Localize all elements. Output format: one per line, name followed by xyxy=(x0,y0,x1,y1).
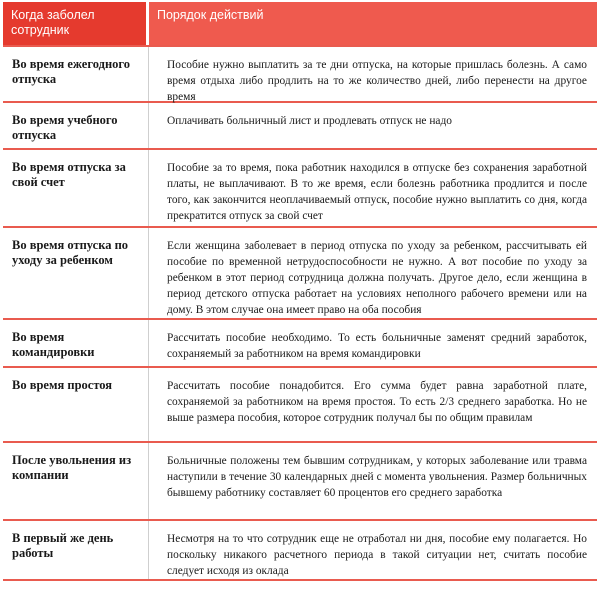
row-situation: Во время отпуска по уходу за ребенком xyxy=(3,228,149,318)
table-row xyxy=(3,45,597,103)
sick-leave-table xyxy=(3,2,597,581)
header-when: Когда заболел сотрудник xyxy=(3,2,149,45)
row-situation: Во время учебного отпуска xyxy=(3,103,149,148)
table-row xyxy=(3,103,597,150)
table-row xyxy=(3,228,597,320)
row-action: Рассчитать пособие понадобится. Его сумма будет равна заработной плате, сохраняемой за работником на время простоя. То есть 2/3 среднего заработка. Но не выше размера пособия, которое сотрудник получал бы по общим правилам xyxy=(167,380,587,424)
row-situation: Во время ежегодного отпуска xyxy=(3,47,149,101)
row-action: Если женщина заболевает в период отпуска по уходу за ребенком, рассчитывать ей пособие по временной нетрудоспособности не нужно. А вот пособие по уходу за ребенком в этот период сотрудница должна получать. Другое дело, если женщина в период детского отпуска работает на условиях неполного рабочего времени или на дому. В этом случае она имеет право на оба пособия xyxy=(167,240,587,316)
table-row xyxy=(3,521,597,581)
table-row xyxy=(3,150,597,228)
row-action: Рассчитать пособие необходимо. То есть больничные заменят средний заработок, сохраняемый за работником на время командировки xyxy=(167,332,587,360)
table-row xyxy=(3,320,597,368)
row-action: Пособие за то время, пока работник находился в отпуске без сохранения заработной платы, не выплачивают. В то же время, если болезнь работника продлится и после того, как закончится неоплачиваемый отпуск, пособие нужно выплатить со дня, когда прекратится отпуск за свой счет xyxy=(167,162,587,222)
table-row xyxy=(3,368,597,443)
table-row xyxy=(3,443,597,521)
row-action: Несмотря на то что сотрудник еще не отработал ни дня, пособие ему полагается. Но поскольку никакого расчетного периода в такой ситуации нет, считать пособие следует исходя из оклада xyxy=(167,533,587,577)
row-situation: Во время командировки xyxy=(3,320,149,366)
row-action: Пособие нужно выплатить за те дни отпуска, на которые пришлась болезнь. А само время отдыха либо продлить на то же количество дней, либо перенести на другое время xyxy=(167,59,587,103)
row-situation: Во время отпуска за свой счет xyxy=(3,150,149,226)
row-situation: В первый же день работы xyxy=(3,521,149,579)
header-actions: Порядок действий xyxy=(149,2,597,45)
row-action: Оплачивать больничный лист и продлевать отпуск не надо xyxy=(167,115,452,127)
row-action: Больничные положены тем бывшим сотрудникам, у которых заболевание или травма наступили в течение 30 календарных дней с момента увольнения. Размер больничных бывшему работнику составляет 60 процентов его среднего заработка xyxy=(167,455,587,499)
table-header xyxy=(3,2,597,45)
row-situation: Во время простоя xyxy=(3,368,149,441)
row-situation: После увольнения из компании xyxy=(3,443,149,519)
